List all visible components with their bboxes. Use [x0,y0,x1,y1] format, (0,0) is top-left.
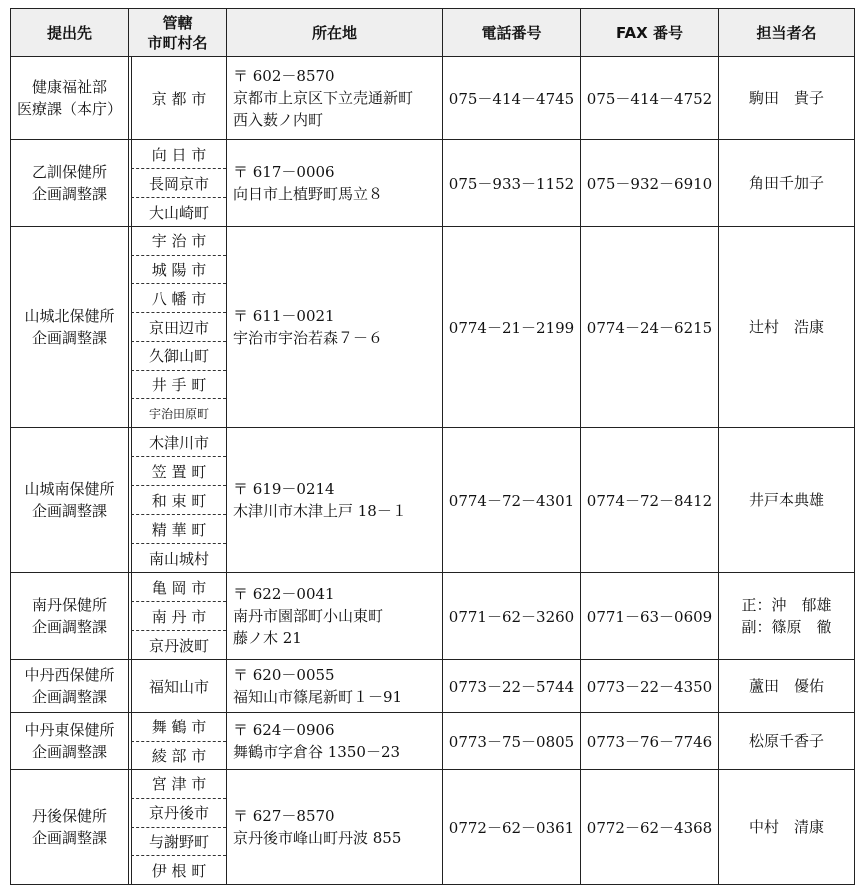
header-office: 提出先 [11,9,129,57]
municipality-item: 京 都 市 [131,57,226,139]
header-jurisdiction-text: 管轄 市町村名 [147,13,208,52]
office-cell-text: 中丹東保健所 企画調整課 [24,721,115,761]
office-cell [11,428,129,573]
municipality-item: 和 束 町 [131,486,226,515]
address-cell [227,713,443,770]
municipality-item: 京丹後市 [131,799,226,828]
table-row [11,428,855,573]
address-cell-text: 〒 627－8570 京丹後市峰山町丹波 855 [233,807,402,847]
contact-cell [719,660,855,713]
municipality-item: 舞 鶴 市 [131,713,226,742]
office-cell [11,770,129,885]
table-row [11,57,855,140]
municipality-list [129,573,226,659]
address-cell-text: 〒 602－8570 京都市上京区下立売通新町 西入薮ノ内町 [233,67,414,129]
office-cell-text: 中丹西保健所 企画調整課 [24,666,115,706]
office-cell [11,713,129,770]
phone-cell-text: 0774－21－2199 [448,318,575,337]
municipality-item: 精 華 町 [131,515,226,544]
address-cell-text: 〒 624－0906 舞鶴市字倉谷 1350－23 [233,721,401,761]
fax-cell-text: 0773－76－7746 [586,732,713,751]
municipality-item: 井 手 町 [131,371,226,400]
contact-cell [719,573,855,660]
contact-cell-text: 松原千香子 [748,732,824,750]
municipality-item: 綾 部 市 [131,742,226,770]
fax-cell-text: 0773－22－4350 [586,677,713,696]
phone-cell-text: 0771－62－3260 [448,607,575,626]
address-cell-text: 〒 622－0041 南丹市園部町小山東町 藤ノ木 21 [233,585,384,647]
municipality-list [129,428,226,572]
phone-cell-text: 0774－72－4301 [448,491,575,510]
municipality-item: 亀 岡 市 [131,573,226,602]
phone-cell-text: 0773－75－0805 [448,732,575,751]
contact-cell [719,770,855,885]
phone-cell-text: 0772－62－0361 [448,818,575,837]
address-cell-text: 〒 619－0214 木津川市木津上戸 18－１ [233,480,407,520]
phone-cell [443,713,581,770]
office-cell-text: 山城南保健所 企画調整課 [24,480,115,520]
table-body [11,57,855,885]
fax-cell-text: 0771－63－0609 [586,607,713,626]
fax-cell [581,227,719,428]
contact-cell-text: 蘆田 優佑 [748,677,824,695]
municipality-item: 南 丹 市 [131,602,226,631]
contact-cell-text: 辻村 浩康 [748,318,824,336]
address-cell [227,57,443,140]
fax-cell [581,57,719,140]
office-cell-text: 南丹保健所 企画調整課 [31,596,107,636]
fax-cell [581,770,719,885]
municipality-item: 福知山市 [131,660,226,712]
contact-cell-text: 正：沖 郁雄 副：篠原 徹 [741,596,832,636]
office-cell [11,140,129,227]
municipality-item: 笠 置 町 [131,457,226,486]
municipality-list [129,227,226,427]
address-cell-text: 〒 611－0021 宇治市宇治若森７－６ [233,307,384,347]
address-cell-text: 〒 620－0055 福知山市篠尾新町１－91 [233,666,403,706]
fax-cell-text: 0772－62－4368 [586,818,713,837]
office-contact-table [10,8,855,885]
address-cell [227,428,443,573]
header-address: 所在地 [227,9,443,57]
municipality-item: 宇治田原町 [131,399,226,427]
phone-cell-text: 075－933－1152 [448,174,575,193]
municipality-item: 伊 根 町 [131,856,226,884]
jurisdiction-cell [129,770,227,885]
table-row [11,660,855,713]
office-cell [11,573,129,660]
municipality-list [129,57,226,139]
phone-cell [443,660,581,713]
address-cell [227,140,443,227]
municipality-list [129,770,226,884]
contact-cell-text: 井戸本典雄 [748,491,824,509]
municipality-list [129,140,226,226]
municipality-item: 宇 治 市 [131,227,226,256]
office-cell [11,227,129,428]
jurisdiction-cell [129,227,227,428]
address-cell [227,573,443,660]
header-jurisdiction [129,9,227,57]
address-cell [227,227,443,428]
table-row [11,227,855,428]
municipality-item: 与謝野町 [131,828,226,857]
jurisdiction-cell [129,428,227,573]
address-cell [227,660,443,713]
table-row [11,770,855,885]
address-cell-text: 〒 617－0006 向日市上植野町馬立８ [233,163,384,203]
municipality-item: 南山城村 [131,544,226,572]
office-cell-text: 丹後保健所 企画調整課 [31,807,107,847]
contact-cell-text: 中村 清康 [748,818,824,836]
fax-cell-text: 0774－72－8412 [586,491,713,510]
municipality-list [129,713,226,769]
contact-cell [719,713,855,770]
municipality-item: 木津川市 [131,428,226,457]
jurisdiction-cell [129,573,227,660]
municipality-item: 宮 津 市 [131,770,226,799]
contact-cell-text: 角田千加子 [748,174,824,192]
address-cell [227,770,443,885]
municipality-item: 京丹波町 [131,631,226,659]
fax-cell [581,573,719,660]
contact-cell [719,428,855,573]
jurisdiction-cell [129,140,227,227]
phone-cell [443,428,581,573]
table-row [11,713,855,770]
office-cell-text: 健康福祉部 医療課（本庁） [16,78,122,118]
fax-cell-text: 075－932－6910 [586,174,713,193]
phone-cell [443,57,581,140]
municipality-item: 城 陽 市 [131,256,226,285]
contact-cell-text: 駒田 貴子 [748,89,824,107]
jurisdiction-cell [129,713,227,770]
fax-cell [581,428,719,573]
phone-cell-text: 0773－22－5744 [448,677,575,696]
contact-cell [719,140,855,227]
fax-cell [581,140,719,227]
table-row [11,573,855,660]
table-row [11,140,855,227]
phone-cell-text: 075－414－4745 [448,89,575,108]
jurisdiction-cell [129,660,227,713]
fax-cell [581,713,719,770]
office-cell [11,660,129,713]
header-row [11,9,855,57]
phone-cell [443,573,581,660]
municipality-item: 久御山町 [131,342,226,371]
contact-cell [719,227,855,428]
header-contact: 担当者名 [719,9,855,57]
municipality-list [129,660,226,712]
phone-cell [443,770,581,885]
fax-cell-text: 0774－24－6215 [586,318,713,337]
fax-cell-text: 075－414－4752 [586,89,713,108]
municipality-item: 長岡京市 [131,169,226,198]
phone-cell [443,227,581,428]
office-cell [11,57,129,140]
header-fax: FAX 番号 [581,9,719,57]
contact-cell [719,57,855,140]
municipality-item: 京田辺市 [131,313,226,342]
office-cell-text: 乙訓保健所 企画調整課 [31,163,107,203]
jurisdiction-cell [129,57,227,140]
municipality-item: 八 幡 市 [131,284,226,313]
municipality-item: 向 日 市 [131,140,226,169]
phone-cell [443,140,581,227]
municipality-item: 大山崎町 [131,198,226,226]
header-phone: 電話番号 [443,9,581,57]
fax-cell [581,660,719,713]
office-cell-text: 山城北保健所 企画調整課 [24,307,115,347]
